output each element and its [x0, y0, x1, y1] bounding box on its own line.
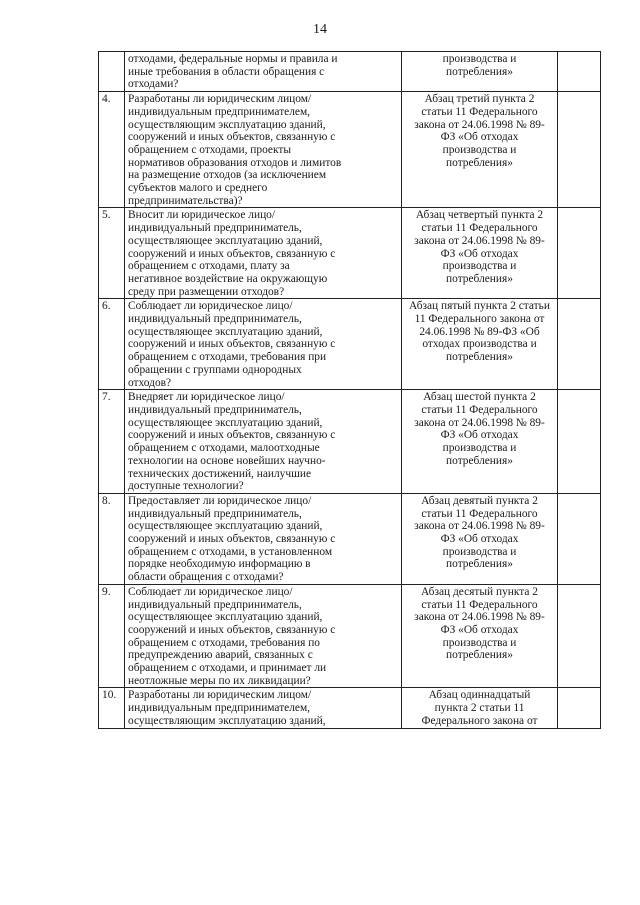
row-number: 9. — [99, 584, 125, 688]
answer-cell — [558, 584, 601, 688]
reference-line: ФЗ «Об отходах — [440, 623, 519, 636]
table-row — [99, 390, 601, 494]
question-line: Разработаны ли юридическим лицом/ — [128, 93, 312, 106]
reference-line: ФЗ «Об отходах — [440, 247, 519, 260]
question-line: индивидуальный предприниматель, — [128, 222, 302, 235]
question-line: обращением с отходами, плату за — [128, 260, 290, 273]
reference-line: производства и — [442, 636, 517, 649]
question-line: Предоставляет ли юридическое лицо/ — [128, 494, 312, 507]
reference-line: статьи 11 Федерального — [421, 403, 538, 416]
legal-reference-cell — [402, 52, 558, 92]
reference-line: статьи 11 Федерального — [421, 598, 538, 611]
question-line: индивидуальным предпринимателем, — [128, 105, 311, 118]
question-line: субъектов малого и среднего — [128, 182, 268, 195]
page-number: 14 — [313, 22, 327, 37]
question-line: обращением с отходами, и принимает ли — [128, 662, 327, 675]
question-line: индивидуальный предприниматель, — [128, 403, 302, 416]
reference-line: потребления» — [446, 272, 513, 285]
question-cell — [125, 688, 402, 728]
legal-reference-cell — [402, 688, 558, 728]
row-number — [99, 52, 125, 92]
reference-line: закона от 24.06.1998 № 89- — [414, 611, 545, 624]
question-cell — [125, 208, 402, 299]
question-line: сооружений и иных объектов, связанную с — [128, 338, 336, 351]
legal-reference-cell — [402, 208, 558, 299]
question-line: обращением с отходами, малоотходные — [128, 442, 320, 455]
row-number: 4. — [99, 92, 125, 208]
reference-line: ФЗ «Об отходах — [440, 533, 519, 546]
question-line: осуществляющее эксплуатацию зданий, — [128, 234, 323, 247]
question-line: доступные технологии? — [128, 480, 244, 493]
question-line: области обращения с отходами? — [128, 571, 284, 584]
question-line: Разработаны ли юридическим лицом/ — [128, 689, 312, 702]
row-number: 6. — [99, 299, 125, 390]
question-line: Внедряет ли юридическое лицо/ — [128, 391, 285, 404]
reference-line: Абзац третий пункта 2 — [424, 93, 535, 106]
question-line: индивидуальный предприниматель, — [128, 313, 302, 326]
reference-line: потребления» — [446, 558, 513, 571]
reference-line: потребления» — [446, 65, 513, 78]
legal-reference-cell — [402, 390, 558, 494]
question-cell — [125, 584, 402, 688]
question-line: обращением с отходами, проекты — [128, 143, 291, 156]
requirements-table — [98, 51, 601, 729]
question-line: сооружений и иных объектов, связанную с — [128, 247, 336, 260]
reference-line: потребления» — [446, 454, 513, 467]
question-line: порядке необходимую информацию в — [128, 558, 311, 571]
question-cell — [125, 390, 402, 494]
question-line: иные требования в области обращения с — [128, 65, 325, 78]
question-line: неотложные меры по их ликвидации? — [128, 674, 311, 687]
reference-line: потребления» — [446, 649, 513, 662]
reference-line: производства и — [442, 53, 517, 65]
reference-line: статьи 11 Федерального — [421, 507, 538, 520]
question-line: осуществляющее эксплуатацию зданий, — [128, 611, 323, 624]
question-line: обращением с отходами, требования при — [128, 351, 327, 364]
question-line: обращении с группами однородных — [128, 363, 302, 376]
table-row — [99, 493, 601, 584]
question-line: осуществляющее эксплуатацию зданий, — [128, 325, 323, 338]
question-line: обращением с отходами, в установленном — [128, 545, 333, 558]
reference-line: Абзац пятый пункта 2 статьи — [409, 300, 550, 313]
question-line: на размещение отходов (за исключением — [128, 169, 327, 182]
legal-reference-cell — [402, 493, 558, 584]
reference-line: потребления» — [446, 156, 513, 169]
row-number: 8. — [99, 493, 125, 584]
answer-cell — [558, 52, 601, 92]
question-line: сооружений и иных объектов, связанную с — [128, 131, 336, 144]
question-line: осуществляющим эксплуатацию зданий, — [128, 714, 326, 727]
reference-line: пункта 2 статьи 11 — [434, 702, 525, 715]
reference-line: ФЗ «Об отходах — [440, 131, 519, 144]
question-line: осуществляющее эксплуатацию зданий, — [128, 520, 323, 533]
row-number: 10. — [99, 688, 125, 728]
question-cell — [125, 299, 402, 390]
question-line: Соблюдает ли юридическое лицо/ — [128, 300, 293, 313]
question-line: отходами, федеральные нормы и правила и — [128, 53, 338, 65]
reference-line: 11 Федерального закона от — [414, 313, 545, 326]
reference-line: статьи 11 Федерального — [421, 222, 538, 235]
table-row — [99, 299, 601, 390]
reference-line: Абзац десятый пункта 2 — [421, 585, 538, 598]
question-line: предпринимательства)? — [128, 194, 243, 207]
question-line: индивидуальным предпринимателем, — [128, 702, 311, 715]
question-line: индивидуальный предприниматель, — [128, 507, 302, 520]
table-row — [99, 688, 601, 728]
reference-line: 24.06.1998 № 89-ФЗ «Об — [419, 325, 540, 338]
reference-line: производства и — [442, 260, 517, 273]
reference-line: производства и — [442, 442, 517, 455]
question-line: Вносит ли юридическое лицо/ — [128, 209, 276, 222]
reference-line: закона от 24.06.1998 № 89- — [414, 416, 545, 429]
legal-reference-cell — [402, 299, 558, 390]
question-cell — [125, 92, 402, 208]
question-line: технических достижений, наилучшие — [128, 467, 312, 480]
answer-cell — [558, 92, 601, 208]
answer-cell — [558, 390, 601, 494]
question-line: осуществляющее эксплуатацию зданий, — [128, 416, 323, 429]
question-line: нормативов образования отходов и лимитов — [128, 156, 342, 169]
table-row — [99, 92, 601, 208]
reference-line: статьи 11 Федерального — [421, 105, 538, 118]
question-line: среду при размещении отходов? — [128, 285, 285, 298]
table-row — [99, 208, 601, 299]
question-line: сооружений и иных объектов, связанную с — [128, 533, 336, 546]
reference-line: производства и — [442, 545, 517, 558]
answer-cell — [558, 208, 601, 299]
table-row — [99, 52, 601, 92]
question-line: сооружений и иных объектов, связанную с — [128, 623, 336, 636]
question-line: предупреждению аварий, связанных с — [128, 649, 313, 662]
question-line: Соблюдает ли юридическое лицо/ — [128, 585, 293, 598]
question-line: осуществляющим эксплуатацию зданий, — [128, 118, 326, 131]
table-row — [99, 584, 601, 688]
question-line: отходов? — [128, 376, 172, 389]
question-line: отходами? — [128, 78, 179, 91]
reference-line: производства и — [442, 143, 517, 156]
question-line: негативное воздействие на окружающую — [128, 272, 328, 285]
question-line: сооружений и иных объектов, связанную с — [128, 429, 336, 442]
reference-line: Абзац одиннадцатый — [428, 689, 531, 702]
reference-line: ФЗ «Об отходах — [440, 429, 519, 442]
answer-cell — [558, 493, 601, 584]
requirements-table-body — [99, 52, 601, 729]
question-line: индивидуальный предприниматель, — [128, 598, 302, 611]
legal-reference-cell — [402, 584, 558, 688]
reference-line: Федерального закона от — [421, 714, 538, 727]
reference-line: закона от 24.06.1998 № 89- — [414, 234, 545, 247]
answer-cell — [558, 299, 601, 390]
reference-line: потребления» — [446, 351, 513, 364]
legal-reference-cell — [402, 92, 558, 208]
row-number: 7. — [99, 390, 125, 494]
question-line: технологии на основе новейших научно- — [128, 454, 326, 467]
reference-line: Абзац девятый пункта 2 — [421, 494, 538, 507]
reference-line: закона от 24.06.1998 № 89- — [414, 118, 545, 131]
reference-line: Абзац шестой пункта 2 — [423, 391, 536, 404]
question-cell — [125, 52, 402, 92]
answer-cell — [558, 688, 601, 728]
reference-line: закона от 24.06.1998 № 89- — [414, 520, 545, 533]
reference-line: отходах производства и — [422, 338, 537, 351]
reference-line: Абзац четвертый пункта 2 — [415, 209, 544, 222]
question-line: обращением с отходами, требования по — [128, 636, 320, 649]
question-cell — [125, 493, 402, 584]
row-number: 5. — [99, 208, 125, 299]
